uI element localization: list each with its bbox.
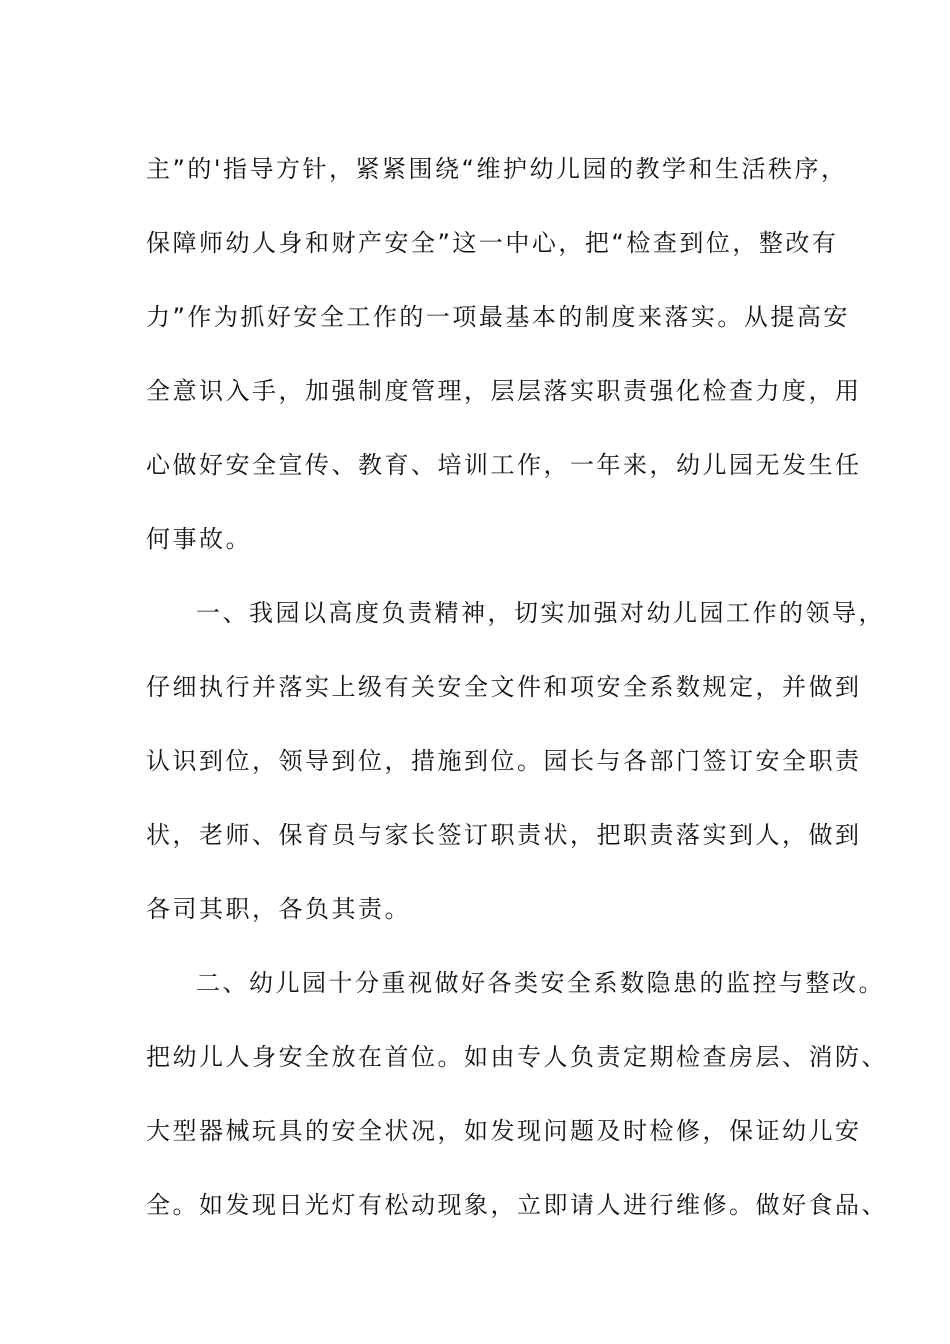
text-line: 主”的'指导方针，紧紧围绕“维护幼儿园的教学和生活秩序， [146, 155, 848, 183]
paragraph-1-first-line: 一、我园以高度负责精神，切实加强对幼儿园工作的领导， [196, 599, 885, 627]
text-line: 力”作为抓好安全工作的一项最基本的制度来落实。从提高安 [146, 303, 850, 331]
document-body [146, 132, 888, 1242]
text-line: 全。如发现日光灯有松动现象，立即请人进行维修。做好食品、 [146, 1191, 888, 1219]
text-line: 大型器械玩具的安全状况，如发现问题及时检修，保证幼儿安 [146, 1117, 862, 1145]
text-line: 保障师幼人身和财产安全”这一中心，把“检查到位，整改有 [146, 229, 839, 257]
text-line: 何事故。 [146, 525, 252, 553]
text-line: 心做好安全宣传、教育、培训工作，一年来，幼儿园无发生任 [146, 451, 862, 479]
text-line: 仔细执行并落实上级有关安全文件和项安全系数规定，并做到 [146, 673, 862, 701]
paragraph-2-first-line: 二、幼儿园十分重视做好各类安全系数隐患的监控与整改。 [196, 969, 885, 997]
text-line: 全意识入手，加强制度管理，层层落实职责强化检查力度，用 [146, 377, 862, 405]
text-line: 认识到位，领导到位，措施到位。园长与各部门签订安全职责 [146, 747, 862, 775]
text-line: 状，老师、保育员与家长签订职责状，把职责落实到人，做到 [146, 821, 862, 849]
text-line: 各司其职，各负其责。 [146, 895, 411, 923]
text-line: 把幼儿人身安全放在首位。如由专人负责定期检查房层、消防、 [146, 1043, 888, 1071]
